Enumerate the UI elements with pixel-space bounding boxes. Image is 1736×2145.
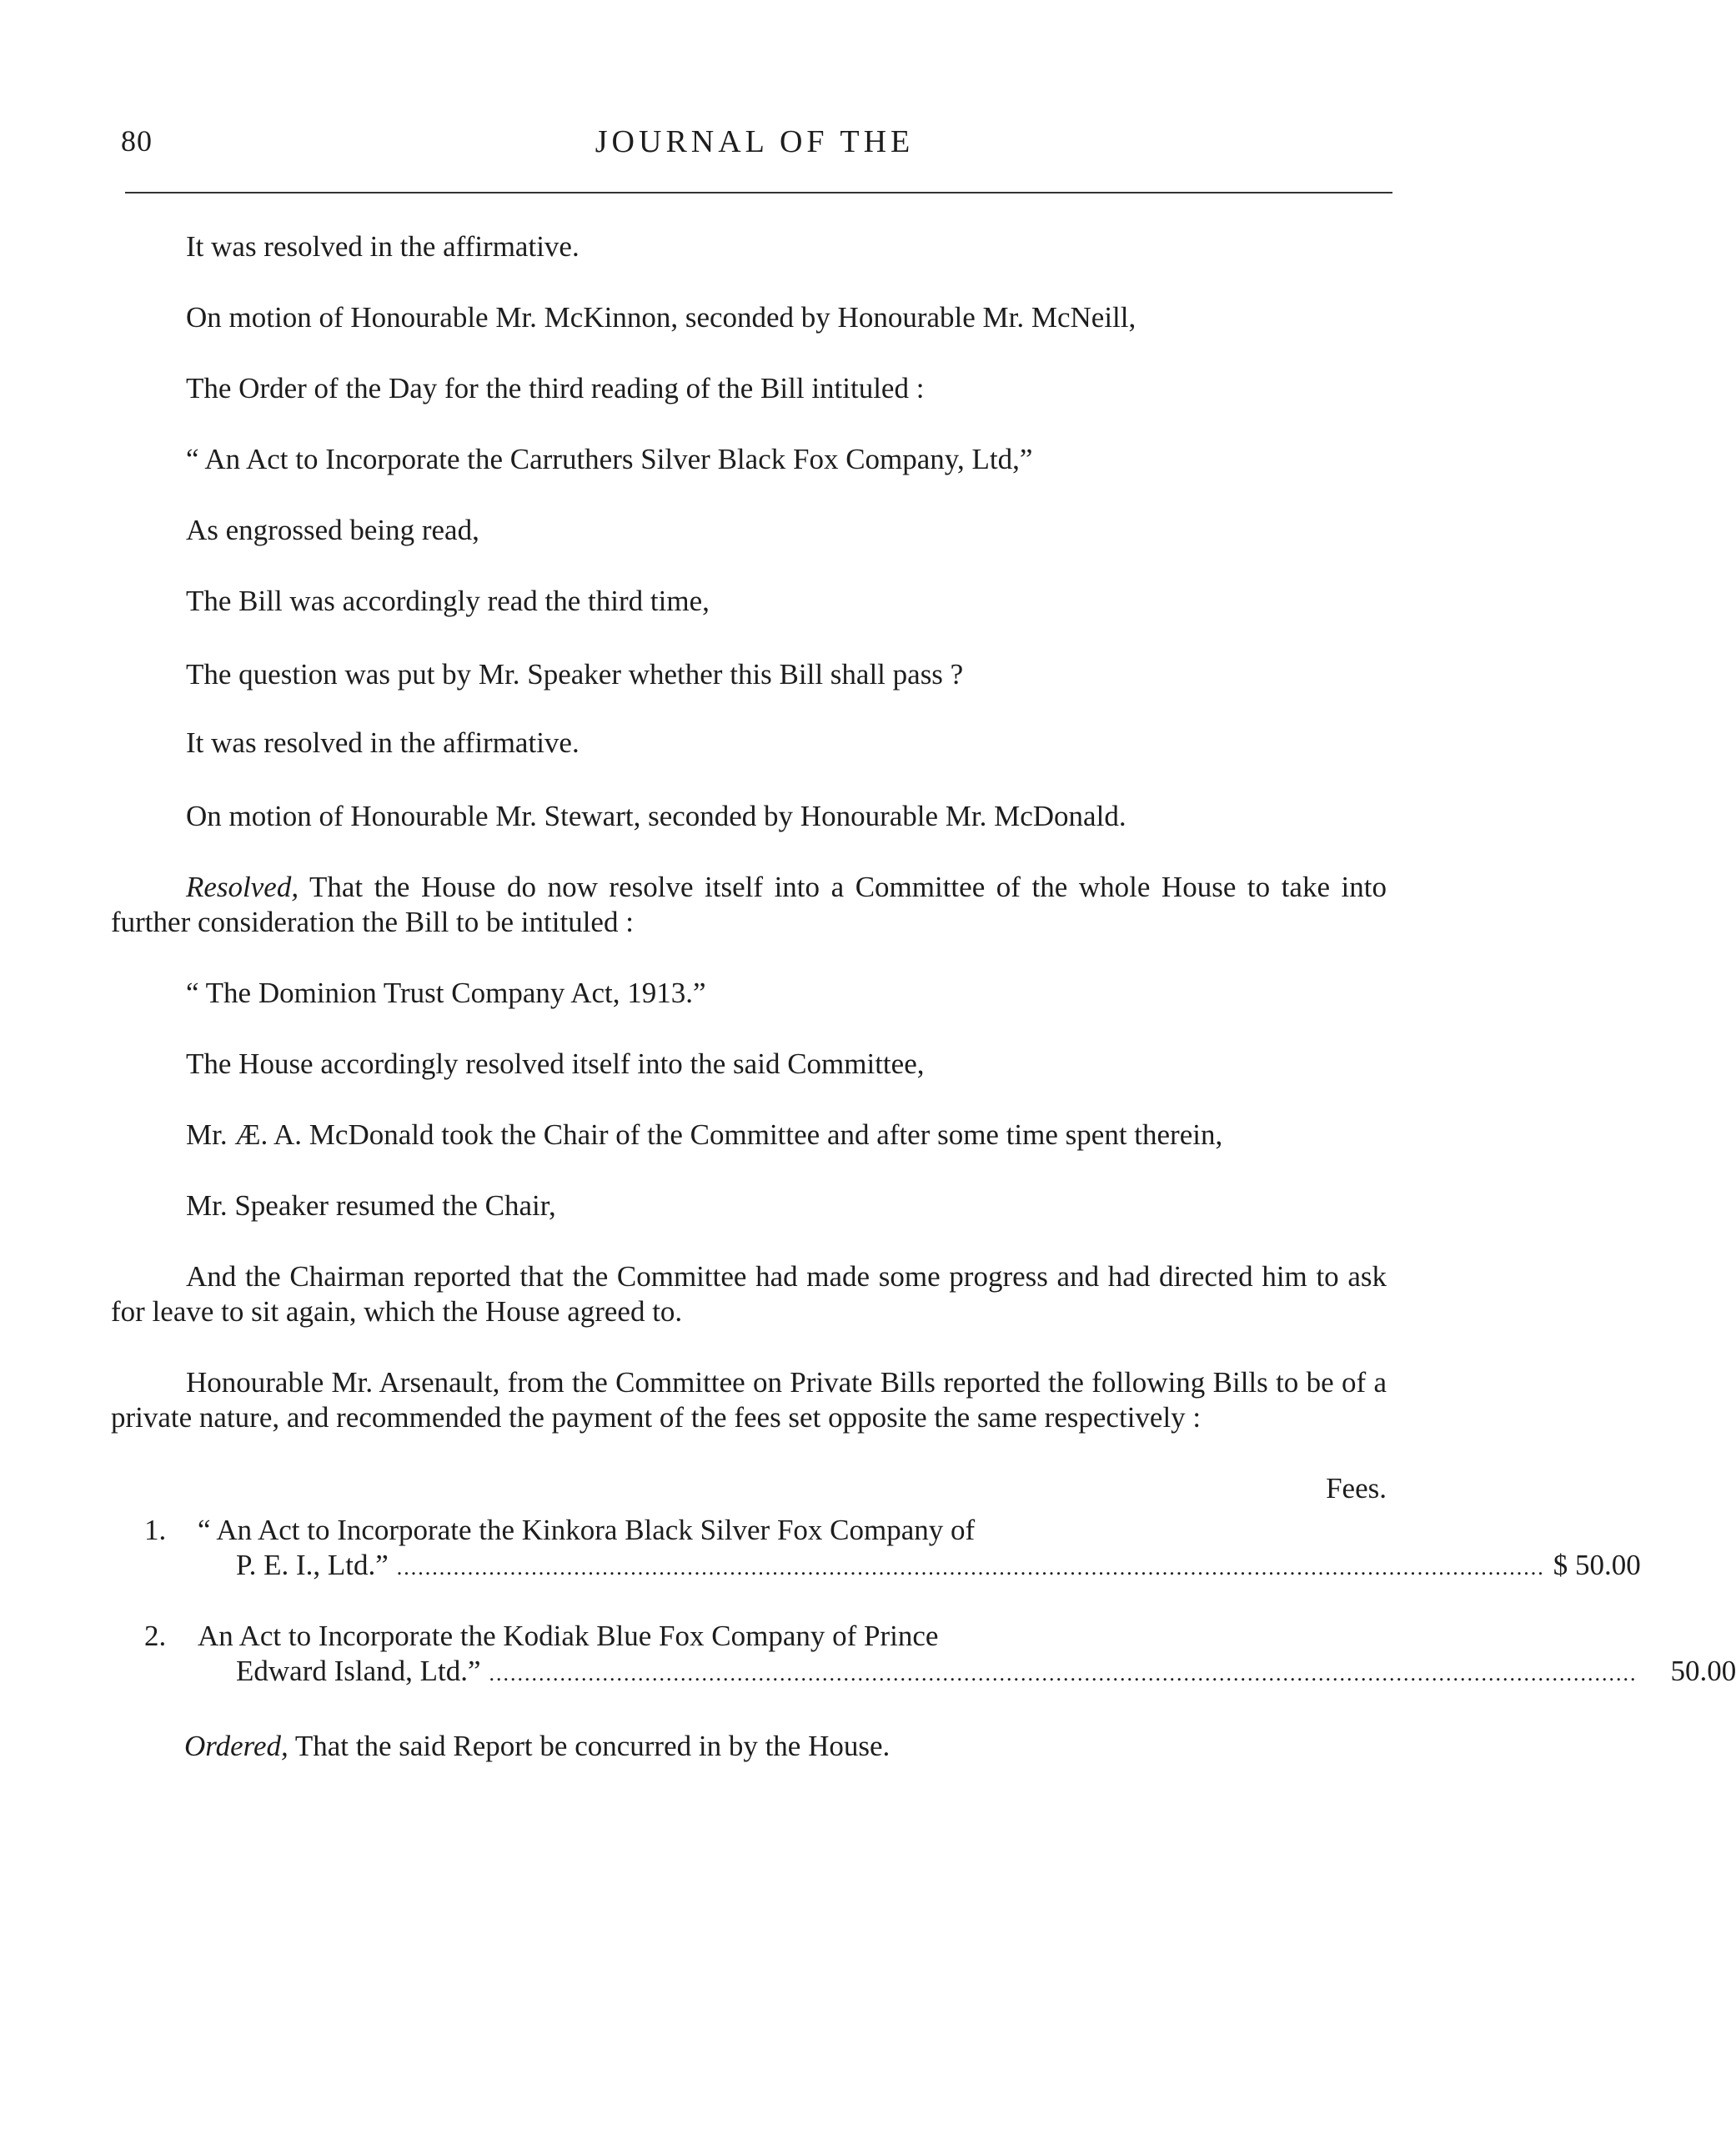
journal-body: [111, 229, 1736, 1800]
paragraph: The House accordingly resolved itself into the said Committee,: [186, 1047, 925, 1080]
fee-item-title-continued: P. E. I., Ltd.”: [236, 1549, 389, 1581]
paragraph: It was resolved in the affirmative.: [186, 726, 580, 759]
resolved-text: That the House do now resolve itself into a Committee of the whole House to take into further consideration the Bill to be intituled :: [111, 871, 1387, 938]
paragraph: As engrossed being read,: [186, 514, 479, 546]
resolved-lead: Resolved,: [186, 871, 299, 903]
fee-item-title: “ An Act to Incorporate the Kinkora Black Silver Fox Company of: [198, 1514, 976, 1546]
paragraph: The question was put by Mr. Speaker whether this Bill shall pass ?: [186, 658, 964, 691]
paragraph: On motion of Honourable Mr. McKinnon, seconded by Honourable Mr. McNeill,: [186, 301, 1136, 334]
fee-item-title-continued: Edward Island, Ltd.”: [236, 1655, 481, 1687]
paragraph: The Bill was accordingly read the third time,: [186, 585, 710, 617]
running-head: JOURNAL OF THE: [595, 124, 915, 159]
paragraph: And the Chairman reported that the Committee had made some progress and had directed him to ask for leave to sit again, which the House agreed to.: [111, 1260, 1387, 1328]
fee-item-number: 2.: [144, 1620, 167, 1652]
bill-title: “ The Dominion Trust Company Act, 1913.”: [186, 977, 706, 1009]
fee-item-line: [111, 1513, 1387, 1548]
fee-item-line: [111, 1548, 1641, 1585]
paragraph: Honourable Mr. Arsenault, from the Committee on Private Bills reported the following Bills to be of a private nature, and recommended the payment of the fees set opposite the same respectively :: [111, 1366, 1387, 1434]
paragraph: On motion of Honourable Mr. Stewart, seconded by Honourable Mr. McDonald.: [186, 800, 1126, 832]
paragraph: The Order of the Day for the third reading of the Bill intituled :: [186, 372, 925, 404]
fee-item: [111, 1619, 1736, 1691]
fee-item: [111, 1513, 1641, 1585]
paragraph: Mr. Speaker resumed the Chair,: [186, 1189, 556, 1222]
page-header: [121, 123, 1388, 173]
header-rule: [125, 192, 1392, 193]
paragraph: It was resolved in the affirmative.: [186, 230, 580, 263]
ordered-lead: Ordered,: [184, 1730, 288, 1762]
bill-title: “ An Act to Incorporate the Carruthers Silver Black Fox Company, Ltd,”: [186, 443, 1033, 475]
fee-item-number: 1.: [144, 1514, 167, 1546]
ordered-text: That the said Report be concurred in by the House.: [288, 1730, 891, 1762]
fee-item-line: [111, 1654, 1736, 1691]
fees-heading: Fees.: [1326, 1472, 1387, 1505]
fee-amount: $ 50.00: [1553, 1549, 1641, 1581]
fee-amount: 50.00: [1670, 1655, 1736, 1687]
dot-leader: ..................................................................................................................................................................: [489, 1661, 1638, 1685]
resolved-paragraph: [111, 870, 1387, 940]
paragraph: Mr. Æ. A. McDonald took the Chair of the Committee and after some time spent therein,: [186, 1118, 1223, 1151]
ordered-paragraph: [111, 1729, 1387, 1764]
fee-item-title: An Act to Incorporate the Kodiak Blue Fox Company of Prince: [198, 1620, 939, 1652]
dot-leader: ..................................................................................................................................................................: [396, 1555, 1545, 1580]
page-number: 80: [121, 124, 153, 158]
fee-item-line: [111, 1619, 1387, 1654]
